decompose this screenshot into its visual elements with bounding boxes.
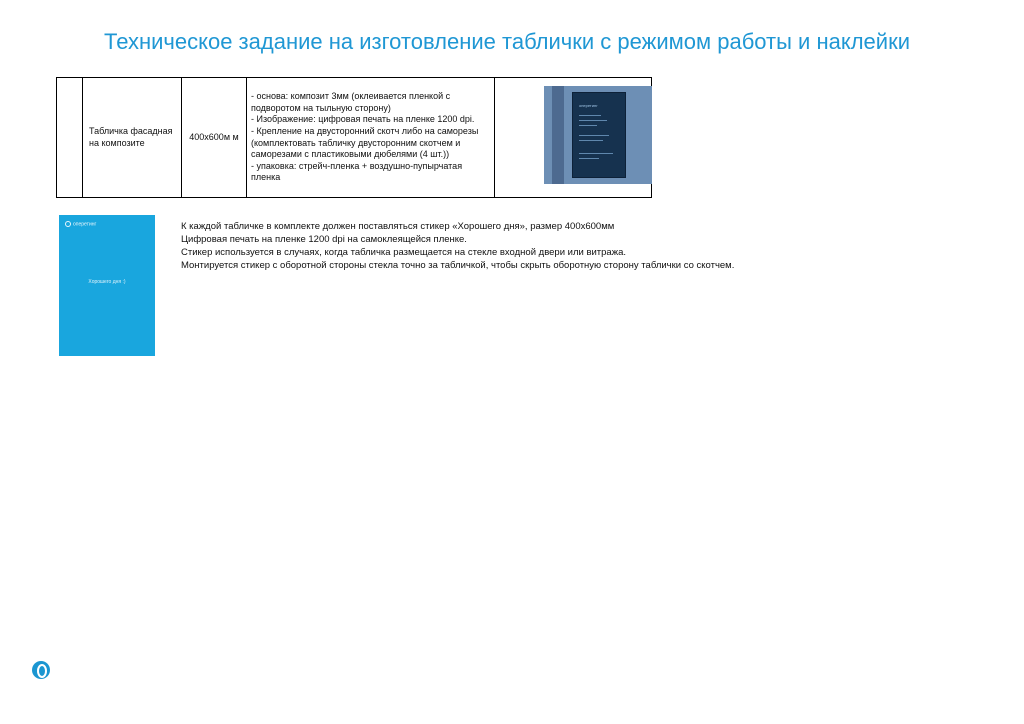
item-size: 400х600м м (182, 78, 247, 198)
note-line: К каждой табличке в комплекте должен поставляться стикер «Хорошего дня», размер 400х600мм (181, 221, 615, 232)
page-title: Техническое задание на изготовление таблички с режимом работы и наклейки (104, 29, 910, 54)
description-line: - упаковка: стрейч-пленка + воздушно-пупырчатая пленка (251, 160, 463, 183)
note-line: Стикер используется в случаях, когда табличка размещается на стекле входной двери или витража. (181, 247, 626, 258)
item-name: Табличка фасадная на композите (83, 78, 182, 198)
note-line: Цифровая печать на пленке 1200 dpi на самоклеящейся пленке. (181, 234, 467, 245)
description-line: - Крепление на двусторонний скотч либо на саморезы (комплектовать табличку двусторонним скотчем и саморезами с пластиковыми дюбелями (4 шт.)) (251, 125, 479, 160)
spec-table (56, 77, 652, 198)
sign-plate (572, 92, 626, 178)
plate-brand: оперетинг (579, 103, 598, 108)
description-line: - основа: композит 3мм (оклеивается пленкой с подворотом на тыльную сторону) (251, 91, 451, 113)
sticker-image (59, 215, 155, 356)
note-line: Монтируется стикер с оборотной стороны стекла точно за табличкой, чтобы скрыть оборотную сторону таблички со скотчем. (181, 260, 735, 271)
sticker-brand (65, 221, 96, 227)
brand-dot-icon (65, 221, 71, 227)
item-photo-cell (495, 78, 652, 198)
table-row (57, 78, 652, 198)
row-number (57, 78, 83, 198)
sticker-notes (181, 220, 881, 272)
brand-logo-icon (32, 661, 50, 679)
sticker-brand-label: оперетинг (73, 221, 97, 228)
item-description (247, 78, 495, 198)
description-line: - Изображение: цифровая печать на пленке 1200 dpi. (251, 114, 475, 125)
sticker-text: Хорошего дня :) (88, 279, 126, 285)
sign-photo (544, 86, 652, 184)
door-hinge (552, 86, 564, 184)
